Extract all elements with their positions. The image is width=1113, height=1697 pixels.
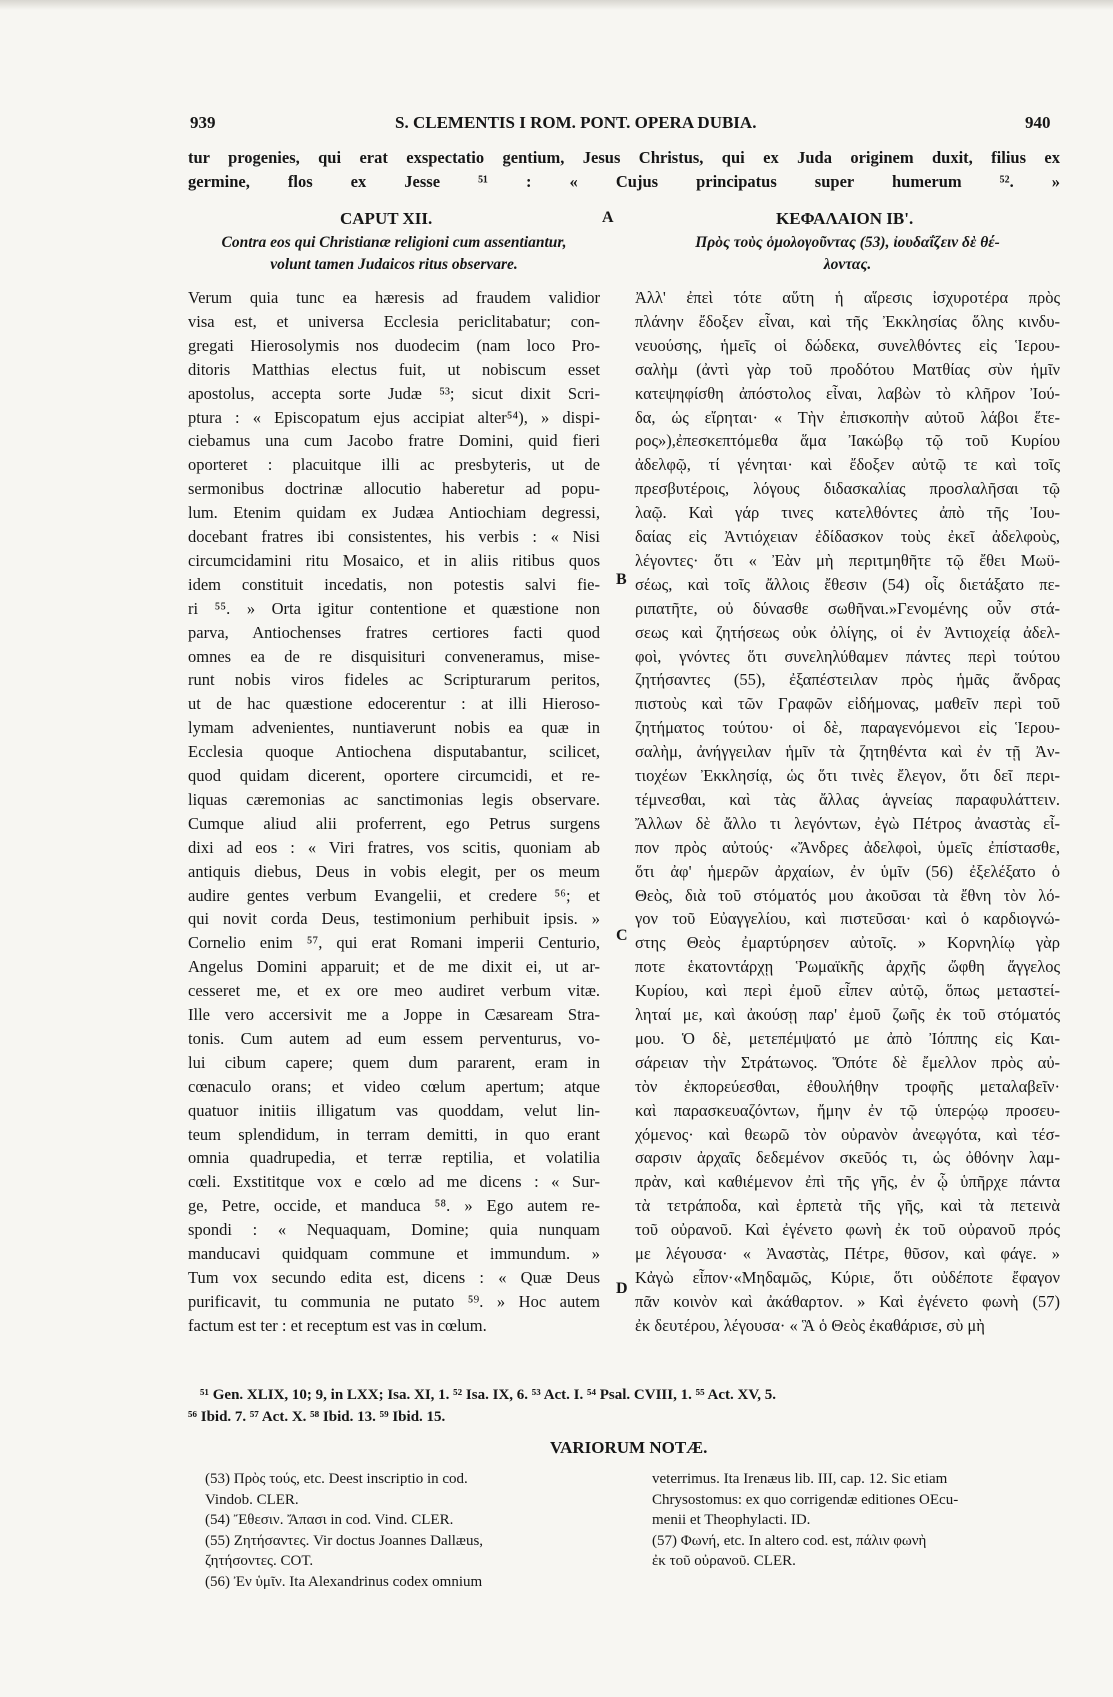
greek-text-line: με λέγουσα· « Ἀναστὰς, Πέτρε, θῦσον, καὶ φάγε. » [635,1244,1060,1263]
greek-text-line: κατεψηφίσθη ἀπόστολος εἶναι, λαβὼν τὸ κλῆρον Ἰού- [635,383,1060,403]
latin-text-line: parva, Antiochenses fratres certiores facti quod [188,622,600,642]
note-line: Vindob. CLER. [205,1491,299,1508]
greek-text-line: πρεσβυτέροις, λόγους διδασκαλίας προσλαλῆσαι τῷ [635,479,1060,499]
greek-text-line: πλάνην ἔδοξεν εἶναι, καὶ τῆς Ἐκκλησίας ὅλης κινδυ- [635,311,1060,331]
latin-subtitle-line: volunt tamen Judaicos ritus observare. [270,256,518,273]
latin-subtitle-line: Contra eos qui Christianæ religioni cum assentiantur, [221,234,567,251]
greek-text-line: Ἄλλων δὲ ἄλλο τι λεγόντων, ἐγὼ Πέτρος ἀναστὰς εἶ- [635,813,1060,833]
greek-text-line: σαρσιν ἀρχαῖς δεδεμένον σκεῦός τι, ὡς ὀθόνην λαμ- [635,1148,1060,1168]
latin-text-line: quatuor initiis illigatum vas quoddam, velut lin- [188,1100,600,1120]
note-line: veterrimus. Ita Irenæus lib. III, cap. 12. Sic etiam [652,1471,948,1487]
latin-text-line: Verum quia tunc ea hæresis ad fraudem validior [188,288,600,307]
footnote-refs-line: ⁵¹ Gen. XLIX, 10; 9, in LXX; Isa. XI, 1. ⁵² Isa. IX, 6. ⁵³ Act. I. ⁵⁴ Psal. CVIII, 1. ⁵⁵ Act. XV, 5. [200,1387,776,1403]
greek-text-line: μου. Ὁ δὲ, μετεπέμψατό με ἀπὸ Ἰόππης εἰς Και- [635,1028,1060,1048]
greek-text-line: τιοχέων Ἐκκλησίᾳ, ὡς ὅτι τινὲς ἔλεγον, ὅτι δεῖ περι- [635,766,1060,785]
margin-letter-d: D [616,1280,628,1297]
latin-text-line: visa est, et universa Ecclesia periclitabatur; con- [188,311,600,331]
latin-text-line: runt nobis viros fideles ac Scripturarum peritos, [188,670,600,690]
latin-text-line: oporteret : placuitque illi ac presbyteris, ut de [188,455,600,475]
greek-text-line: πᾶν κοινὸν καὶ ἀκάθαρτον. » Καὶ ἐγένετο φωνὴ (57) [635,1291,1060,1311]
greek-text-line: χόμενος· καὶ θεωρῶ τὸν οὐρανὸν ἀνεῳγότα, καὶ τέσ- [635,1124,1060,1144]
greek-text-line: σάρειαν τὴν Στράτωνος. Ὅπότε δὲ ἔμελλον πρὸς αὐ- [635,1052,1060,1072]
latin-text-line: ciebamus una cum Jacobo fratre Domini, quid fieri [188,431,600,451]
greek-text-line: ποτε ἑκατοντάρχῃ Ῥωμαϊκῆς ἀρχῆς ὤφθη ἄγγελος [635,957,1060,977]
latin-text-line: manducavi quidquam commune et immundum. » [188,1244,600,1263]
note-line: (56) Ἐν ὑμῖν. Ita Alexandrinus codex omnium [205,1573,483,1590]
greek-subtitle-line: λοντας. [823,256,872,273]
latin-text-line: Ille vero accersivit me a Joppe in Cæsaream Stra- [188,1005,600,1024]
greek-text-line: ὅτι ἀφ' ἡμερῶν ἀρχαίων, ἐν ὑμῖν (56) ἐξελέξατο ὁ [635,861,1060,881]
footnote-refs-line: ⁵⁶ Ibid. 7. ⁵⁷ Act. X. ⁵⁸ Ibid. 13. ⁵⁹ Ibid. 15. [188,1409,446,1425]
greek-text-line: ἐκ δευτέρου, λέγουσα· « Ἃ ὁ Θεὸς ἐκαθάρισε, σὺ μὴ [635,1315,985,1335]
greek-text-line: πιστοὺς καὶ τῶν Γραφῶν εἰδήμονας, μαθεῖν περὶ τοῦ [635,694,1060,714]
greek-text-line: σαλὴμ (ἀντὶ γὰρ τοῦ προδότου Ματθίας σὺν ἡμῖν [635,359,1060,379]
latin-text-line: idem constituit incedatis, non potestis salvi fie- [188,574,600,594]
latin-text-line: cœnaculo orans; et video cœlum apertum; atque [188,1076,600,1096]
page-number-left: 939 [190,113,216,132]
greek-text-line: ζητήσαντες (55), ἐξαπέστειλαν πρὸς ἡμᾶς ἄνδρας [635,670,1060,690]
greek-text-line: Κἀγὼ εἶπον·«Μηδαμῶς, Κύριε, ὅτι οὐδέποτε ἔφαγον [635,1267,1060,1287]
greek-text-line: στης Θεὸς ἐμαρτύρησεν αὐτοῖς. » Κορνηλίῳ γὰρ [635,933,1060,953]
latin-text-line: teum splendidum, in terram demitti, in quo erant [188,1124,600,1144]
note-line: ἐκ τοῦ οὐρανοῦ. CLER. [652,1553,796,1569]
latin-text-line: antiquis diebus, Deus in vobis elegit, per os meum [188,861,600,881]
latin-text-line: omnia quadrupedia, et terræ reptilia, et volatilia [188,1148,600,1168]
note-line: (54) Ἔθεσιν. Ἄπασι in cod. Vind. CLER. [205,1512,454,1528]
intro-line: tur progenies, qui erat exspectatio gentium, Jesus Christus, qui ex Juda originem duxit, filius ex [188,148,1060,167]
greek-text-line: ζητήματος τούτου· οἱ δὲ, παραγενόμενοι εἰς Ἱερου- [635,718,1060,738]
note-line: (53) Πρὸς τούς, etc. Deest inscriptio in cod. [205,1471,468,1487]
intro-line: germine, flos ex Jesse ⁵¹ : « Cujus principatus super humerum ⁵². » [188,172,1060,191]
latin-text-line: ri ⁵⁵. » Orta igitur contentione et quæstione non [188,598,600,618]
latin-chapter-heading: CAPUT XII. [340,209,433,228]
greek-text-line: νευούσης, ἡμεῖς οἱ δώδεκα, συνελθόντες εἰς Ἱερου- [635,335,1060,355]
margin-letter-a: A [602,209,614,226]
note-line: menii et Theophylacti. ID. [652,1512,811,1528]
greek-text-line: σαλὴμ, ἀνήγγειλαν ἡμῖν τὰ ζητηθέντα καὶ ἐν τῇ Ἀν- [635,742,1060,762]
greek-text-line: ριπατῆτε, οὐ δύνασθε σωθῆναι.»Γενομένης οὖν στά- [635,598,1060,618]
latin-text-line: tonis. Cum autem ad eum essem perventurus, vo- [188,1028,600,1048]
latin-text-line: dixi ad eos : « Viri fratres, vos scitis, quoniam ab [188,837,600,857]
latin-text-line: ut de hac quæstione edocerentur : at illi Hieroso- [188,694,600,714]
latin-text-line: cœli. Exstititque vox e cœlo ad me dicens : « Sur- [188,1172,600,1192]
latin-text-line: factum est ter : et receptum est vas in cœlum. [188,1315,487,1335]
greek-text-line: δα, ὡς εἴρηται· « Τὴν ἐπισκοπὴν αὐτοῦ λάβοι ἕτε- [635,407,1060,427]
margin-letter-c: C [616,927,628,944]
latin-text-line: cesseret me, et ex ore meo audiret verbum vitæ. [188,981,600,1001]
greek-text-line: καὶ παρασκευαζόντων, ἤμην ἐν τῷ ὑπερῴῳ προσευ- [635,1100,1060,1120]
latin-text-line: audire gentes verbum Evangelii, et credere ⁵⁶; et [188,885,600,905]
greek-text-line: τὰ τετράποδα, καὶ ἑρπετὰ τῆς γῆς, καὶ τὰ πετεινὰ [635,1196,1060,1216]
greek-text-line: ρος»),ἐπεσκεπτόμεθα ἅμα Ἰακώβῳ τῷ τοῦ Κυρίου [635,431,1060,451]
latin-text-line: quod quidam dicerent, oportere circumcidi, et re- [188,766,600,785]
latin-text-line: circumcidamini ritu Mosaico, et in aliis ritibus quos [188,550,600,570]
greek-text-line: πρὰν, καὶ καθιέμενον ἐπὶ τῆς γῆς, ἐν ᾧ ὑπῆρχε πάντα [635,1172,1060,1192]
latin-text-line: ge, Petre, occide, et manduca ⁵⁸. » Ego autem re- [188,1196,600,1216]
greek-text-line: γον τοῦ Εὐαγγελίου, καὶ πιστεῦσαι· καὶ ὁ καρδιογνώ- [635,909,1060,929]
latin-text-line: gregati Hierosolymis nos duodecim (nam loco Pro- [188,335,600,355]
latin-text-line: lum. Etenim quidam ex Judæa Antiochiam degressi, [188,503,600,523]
latin-text-line: qui novit corda Deus, testimonium perhibuit ipsis. » [188,909,600,929]
latin-text-line: spondi : « Nequaquam, Domine; quia nunquam [188,1220,600,1240]
latin-text-line: docebant fratres ibi consistentes, his verbis : « Nisi [188,527,600,546]
latin-text-line: Angelus Domini apparuit; et de me dixit ei, ut ar- [188,957,600,977]
note-line: ζητήσοντες. COT. [205,1553,314,1569]
scan-edge [0,0,1113,10]
note-line: (55) Ζητήσαντες. Vir doctus Joannes Dallæus, [205,1532,484,1549]
latin-text-line: sermonibus doctrinæ allocutio haberetur ad popu- [188,479,600,499]
latin-text-line: liquas cæremonias ac sanctimonias legis observare. [188,789,600,809]
latin-text-line: ditoris Matthias electus fuit, ut nobiscum esset [188,359,600,379]
greek-text-line: φοὶ, γνόντες ὅτι συνεληλύθαμεν πάντες περὶ τούτου [635,646,1060,666]
latin-text-line: lui cibum capere; quem dum pararent, eram in [188,1052,600,1072]
greek-text-line: δαίας εἰς Ἀντιόχειαν ἐδίδασκον τοὺς ἐκεῖ ἀδελφοὺς, [635,527,1060,546]
latin-text-line: ptura : « Episcopatum ejus accipiat alter⁵⁴), » dispi- [188,407,600,427]
greek-text-line: τέμνεσθαι, καὶ τὰς ἄλλας ἁγνείας παραφυλάττειν. [635,789,1060,809]
notes-heading: VARIORUM NOTÆ. [550,1438,708,1457]
latin-text-line: Cumque aliud alii proferrent, ego Petrus surgens [188,813,600,833]
greek-subtitle-line: Πρὸς τοὺς ὁμολογοῦντας (53), ἰουδαΐζειν δὲ θέ- [695,234,1000,251]
latin-text-line: purificavit, tu communia ne putato ⁵⁹. » Hoc autem [188,1291,600,1311]
latin-text-line: Cornelio enim ⁵⁷, qui erat Romani imperii Centurio, [188,933,600,953]
greek-text-line: τοῦ οὐρανοῦ. Καὶ ἐγένετο φωνὴ ἐκ τοῦ οὐρανοῦ πρός [635,1220,1060,1240]
latin-text-line: omnes ea de re disquisituri conveneramus, mise- [188,646,600,666]
latin-text-line: lymam advenientes, nuntiaverunt nobis ea quæ in [188,718,600,738]
note-line: (57) Φωνή, etc. In altero cod. est, πάλιν φωνὴ [652,1532,927,1549]
greek-text-line: Ἀλλ' ἐπεὶ τότε αὕτη ἡ αἵρεσις ἰσχυροτέρα πρὸς [635,288,1060,307]
greek-text-line: ληταί με, καὶ ἀκούσῃ παρ' ἐμοῦ ζωῆς ἐκ τοῦ στόματός [635,1005,1060,1024]
greek-text-line: Κυρίου, καὶ περὶ ἐμοῦ εἶπεν αὐτῷ, ὅπως μεταστεί- [635,981,1060,1001]
greek-text-line: λέγοντες· ὅτι « Ἐὰν μὴ περιτμηθῆτε τῷ ἔθει Μωϋ- [635,550,1060,570]
greek-text-line: τὸν ἐκπορεύεσθαι, ἐθουλήθην τροφῆς μεταλαβεῖν· [635,1076,1060,1096]
greek-text-line: Θεὸς, διὰ τοῦ στόματός μου ἀκοῦσαι τὰ ἔθνη τὸν λό- [635,885,1060,905]
greek-text-line: λαῷ. Καὶ γάρ τινες κατελθόντες ἀπὸ τῆς Ἰου- [635,503,1060,523]
greek-text-line: σέως, καὶ τοῖς ἄλλοις ἔθεσιν (54) οἷς διετάξατο πε- [635,574,1060,594]
latin-text-line: Ecclesia quoque Antiochena disputabantur, scilicet, [188,742,600,762]
greek-text-line: σεως καὶ ζητήσεως οὐκ ὀλίγης, οἱ ἐν Ἀντιοχείᾳ ἀδελ- [635,622,1060,642]
note-line: Chrysostomus: ex quo corrigendæ editiones OEcu- [652,1491,959,1508]
greek-text-line: ἀδελφῷ, τί γένηται· καὶ ἔδοξεν αὐτῷ τε καὶ τοῖς [635,455,1060,475]
running-title: S. CLEMENTIS I ROM. PONT. OPERA DUBIA. [395,113,757,132]
greek-chapter-heading: ΚΕΦΑΛΑΙΟΝ ΙΒ'. [776,209,914,228]
latin-text-line: apostolus, accepta sorte Judæ ⁵³; sicut dixit Scri- [188,383,600,403]
page-number-right: 940 [1025,113,1051,132]
greek-text-line: πον πρὸς αὐτούς· «Ἄνδρες ἀδελφοὶ, ὑμεῖς ἐπίστασθε, [635,837,1060,857]
latin-text-line: Tum vox secundo edita est, dicens : « Quæ Deus [188,1267,600,1287]
margin-letter-b: B [616,571,627,588]
